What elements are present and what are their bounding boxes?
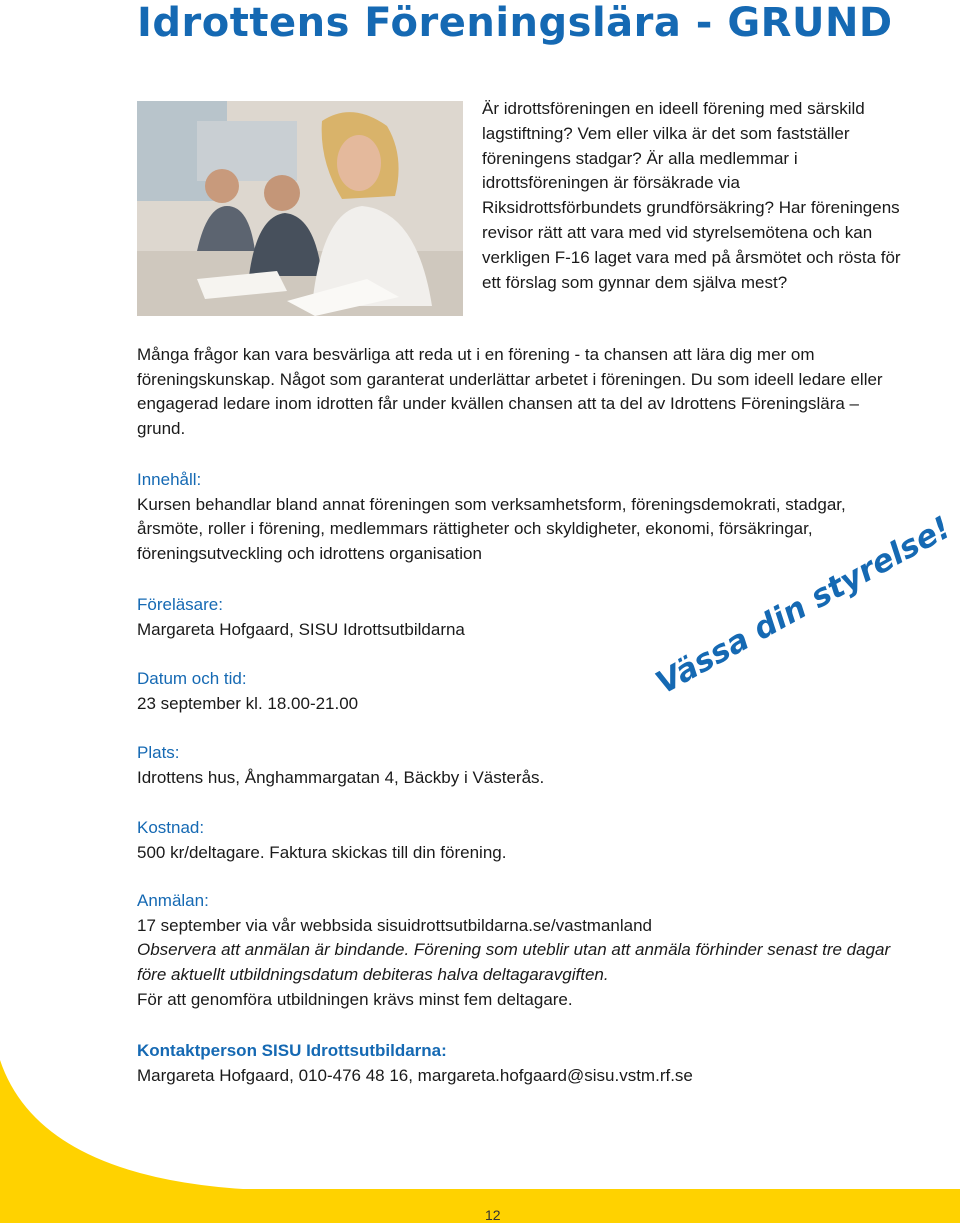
cost-text: 500 kr/deltagare. Faktura skickas till din förening. (137, 842, 507, 862)
cost-section (137, 816, 897, 865)
lecturer-text: Margareta Hofgaard, SISU Idrottsutbildarna (137, 619, 465, 639)
content-text: Kursen behandlar bland annat föreningen som verksamhetsform, föreningsdemokrati, stadgar, årsmöte, roller i förening, medlemmars rättigheter och skyldigheter, ekonomi, försäkringar, föreningsutveckling och idrottens organisation (137, 494, 846, 564)
cost-label: Kostnad: (137, 818, 205, 837)
footer-band (0, 1189, 960, 1223)
registration-section (137, 889, 897, 1013)
people-reading-illustration (137, 101, 463, 316)
intro-text: Är idrottsföreningen en ideell förening med särskild lagstiftning? Vem eller vilka är det som fastställer föreningens stadgar? Är alla medlemmar i idrottsföreningen är försäkrade via Riksidrottsförbundets grundförsäkring? Har föreningens revisor rätt att vara med vid styrelsemötena och kan verkligen F-16 laget vara med på årsmötet och rösta för ett förslag som gynnar dem själva mest? (482, 99, 901, 292)
description-paragraph: Många frågor kan vara besvärliga att reda ut i en förening - ta chansen att lära dig mer om föreningskunskap. Något som garanterat underlättar arbetet i föreningen. Du som ideell ledare eller engagerad ledare inom idrotten får under kvällen chansen att ta del av Idrottens Föreningslära – grund. (137, 345, 883, 439)
date-label: Datum och tid: (137, 669, 247, 688)
lecturer-label: Föreläsare: (137, 595, 223, 614)
place-section (137, 741, 897, 790)
date-section (137, 667, 897, 716)
contact-text: Margareta Hofgaard, 010-476 48 16, margareta.hofgaard@sisu.vstm.rf.se (137, 1065, 693, 1085)
content-section (137, 468, 897, 567)
registration-label: Anmälan: (137, 891, 209, 910)
registration-minimum: För att genomföra utbildningen krävs minst fem deltagare. (137, 989, 573, 1009)
date-text: 23 september kl. 18.00-21.00 (137, 693, 359, 713)
content-label: Innehåll: (137, 470, 202, 489)
registration-note: Observera att anmälan är bindande. Förening som uteblir utan att anmäla förhinder senast tre dagar före aktuellt utbildningsdatum debiteras halva deltagaravgiften. (137, 940, 891, 985)
place-label: Plats: (137, 743, 180, 762)
registration-text: 17 september via vår webbsida sisuidrottsutbildarna.se/vastmanland (137, 915, 652, 935)
page-number: 12 (485, 1207, 501, 1223)
course-photo (137, 101, 463, 316)
contact-label: Kontaktperson SISU Idrottsutbildarna: (137, 1041, 447, 1060)
slogan: Vässa din styrelse! (650, 509, 957, 702)
page-title: Idrottens Föreningslära - GRUND (137, 0, 893, 46)
place-text: Idrottens hus, Ånghammargatan 4, Bäckby i Västerås. (137, 767, 545, 787)
